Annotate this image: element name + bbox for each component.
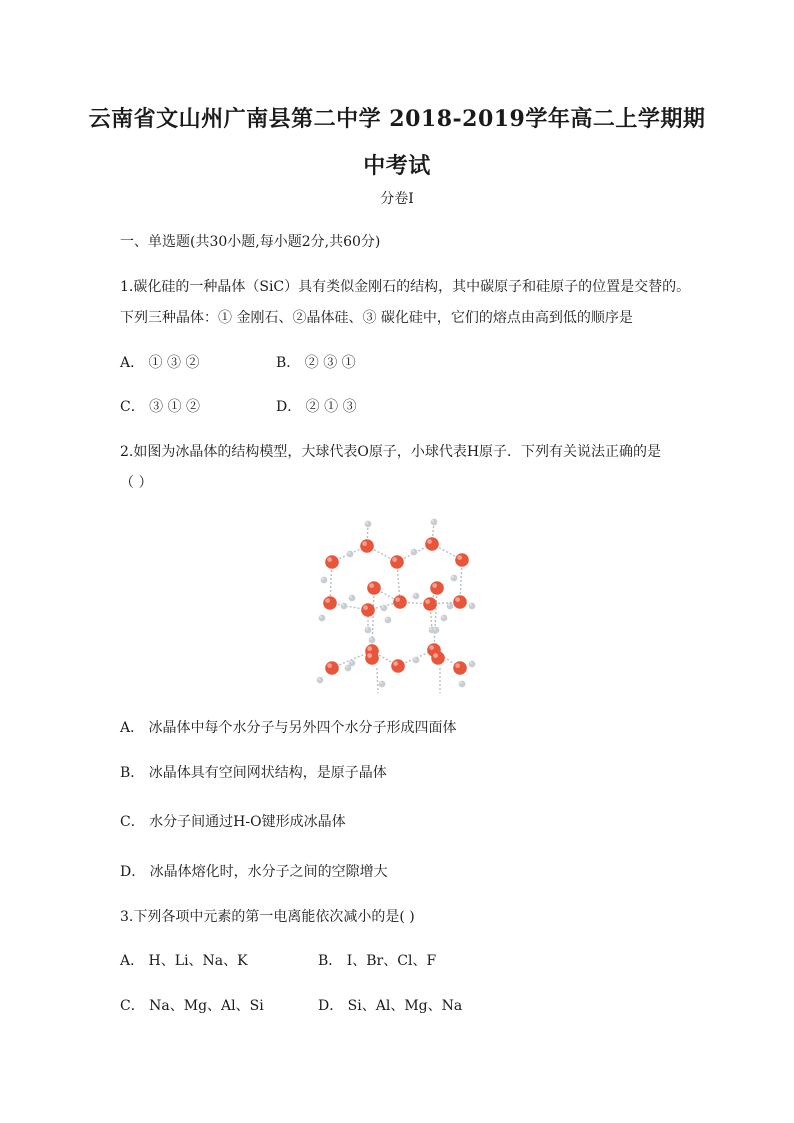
doc-title-line1: 云南省文山州广南县第二中学 2018-2019学年高二上学期期 [88, 106, 706, 132]
hydrogen-atom [469, 603, 476, 610]
hydrogen-atom [411, 549, 418, 556]
q3-option-c: C． Na、Mg、Al、Si [120, 998, 264, 1014]
hydrogen-atom [365, 627, 372, 634]
oxygen-atom-highlight [327, 663, 332, 668]
hydrogen-atom [369, 637, 376, 644]
hydrogen-atom-highlight [430, 628, 432, 630]
hydrogen-atom-highlight [414, 594, 416, 596]
hydrogen-atom [365, 521, 372, 528]
hydrogen-atom-highlight [350, 661, 352, 663]
hydrogen-atom-highlight [342, 604, 344, 606]
hydrogen-atom-highlight [460, 682, 462, 684]
hydrogen-atom [319, 615, 326, 622]
oxygen-atom-highlight [433, 653, 438, 658]
oxygen-atom-highlight [327, 557, 332, 562]
hydrogen-atom-highlight [452, 576, 454, 578]
q2-stem-line2: （ ） [120, 475, 153, 491]
oxygen-atom [391, 659, 405, 673]
hydrogen-atom-highlight [322, 578, 324, 580]
hydrogen-atom [447, 603, 454, 610]
oxygen-atom-highlight [393, 661, 398, 666]
hydrogen-atom-highlight [350, 596, 352, 598]
oxygen-atom [425, 537, 439, 551]
oxygen-atom-highlight [363, 605, 368, 610]
oxygen-atom-highlight [425, 599, 430, 604]
q1-option-a: A． ① ③ ② [120, 355, 200, 371]
oxygen-atom-highlight [455, 663, 460, 668]
oxygen-atom [325, 661, 339, 675]
section-heading: 一、单选题(共30小题,每小题2分,共60分) [120, 234, 381, 250]
hydrogen-atom-highlight [470, 604, 472, 606]
oxygen-atom [365, 651, 379, 665]
oxygen-atom [430, 581, 444, 595]
hydrogen-atom [385, 617, 392, 624]
hydrogen-atom-highlight [432, 520, 434, 522]
oxygen-atom-highlight [325, 598, 330, 603]
hydrogen-atom-highlight [448, 604, 450, 606]
hydrogen-atom-highlight [386, 618, 388, 620]
oxygen-atom-highlight [429, 645, 434, 650]
hydrogen-atom [347, 551, 354, 558]
oxygen-atom-highlight [427, 539, 432, 544]
oxygen-atom-highlight [362, 541, 367, 546]
hydrogen-atom-highlight [434, 628, 436, 630]
hydrogen-atom [345, 665, 352, 672]
hydrogen-atom-highlight [366, 522, 368, 524]
hydrogen-atom-highlight [346, 666, 348, 668]
oxygen-atom-highlight [455, 597, 460, 602]
bond-line [434, 588, 437, 650]
hydrogen-atom [317, 677, 324, 684]
oxygen-atom [367, 581, 381, 595]
q1-stem-line1: 1.碳化硅的一种晶体（SiC）具有类似金刚石的结构，其中碳原子和硅原子的位置是交替的。 [120, 279, 691, 295]
hydrogen-atom-highlight [366, 628, 368, 630]
hydrogen-atom [381, 605, 388, 612]
hydrogen-atom [349, 595, 356, 602]
hydrogen-atom-highlight [442, 616, 444, 618]
q2-option-b: B． 冰晶体具有空间网状结构，是原子晶体 [120, 765, 387, 781]
q3-option-a: A． H、Li、Na、K [120, 953, 248, 969]
q3-option-b: B． I、Br、Cl、F [318, 953, 437, 969]
oxygen-atom [325, 555, 339, 569]
hydrogen-atom [469, 661, 476, 668]
oxygen-atom [423, 597, 437, 611]
hydrogen-atom-highlight [414, 658, 416, 660]
hydrogen-atom [431, 519, 438, 526]
q2-option-a: A． 冰晶体中每个水分子与另外四个水分子形成四面体 [120, 720, 457, 736]
bond-line [377, 668, 378, 693]
doc-subtitle: 分卷I [380, 191, 414, 207]
q3-stem: 3.下列各项中元素的第一电离能依次减小的是( ) [120, 909, 415, 925]
hydrogen-atom [413, 657, 420, 664]
hydrogen-atom [451, 575, 458, 582]
ice-crystal-structure-image [312, 518, 482, 693]
hydrogen-atom-highlight [470, 662, 472, 664]
hydrogen-atom-highlight [318, 678, 320, 680]
q2-option-d: D． 冰晶体熔化时，水分子之间的空隙增大 [120, 864, 388, 880]
hydrogen-atom [433, 627, 440, 634]
oxygen-atom [453, 595, 467, 609]
oxygen-atom [431, 651, 445, 665]
q3-option-d: D． Si、Al、Mg、Na [318, 998, 463, 1014]
oxygen-atom-highlight [457, 555, 462, 560]
hydrogen-atom [341, 603, 348, 610]
oxygen-atom [455, 553, 469, 567]
q1-option-d: D． ② ① ③ [276, 399, 357, 415]
oxygen-atom-highlight [367, 653, 372, 658]
hydrogen-atom-highlight [380, 682, 382, 684]
q1-option-c: C． ③ ① ② [120, 399, 201, 415]
oxygen-atom [360, 539, 374, 553]
q1-stem-line2: 下列三种晶体：① 金刚石、②晶体硅、③ 碳化硅中，它们的熔点由高到低的顺序是 [120, 310, 633, 326]
hydrogen-atom [321, 577, 328, 584]
oxygen-atom-highlight [392, 557, 397, 562]
oxygen-atom-highlight [367, 646, 372, 651]
q2-option-c: C． 水分子间通过H-O键形成冰晶体 [120, 814, 346, 830]
hydrogen-atom-highlight [370, 638, 372, 640]
hydrogen-atom-highlight [382, 606, 384, 608]
oxygen-atom [393, 595, 407, 609]
oxygen-atom-highlight [395, 597, 400, 602]
oxygen-atom-highlight [369, 583, 374, 588]
hydrogen-atom [459, 681, 466, 688]
hydrogen-atom-highlight [412, 550, 414, 552]
hydrogen-atom [441, 615, 448, 622]
oxygen-atom [453, 661, 467, 675]
oxygen-atom-highlight [432, 583, 437, 588]
oxygen-atom [323, 596, 337, 610]
hydrogen-atom-highlight [320, 616, 322, 618]
hydrogen-atom [379, 681, 386, 688]
doc-title-line2: 中考试 [363, 153, 431, 179]
q2-stem-line1: 2.如图为冰晶体的结构模型，大球代表O原子，小球代表H原子．下列有关说法正确的是 [120, 444, 662, 460]
oxygen-atom [390, 555, 404, 569]
oxygen-atom [361, 603, 375, 617]
hydrogen-atom-highlight [348, 552, 350, 554]
q1-option-b: B． ② ③ ① [276, 355, 356, 371]
hydrogen-atom [413, 593, 420, 600]
